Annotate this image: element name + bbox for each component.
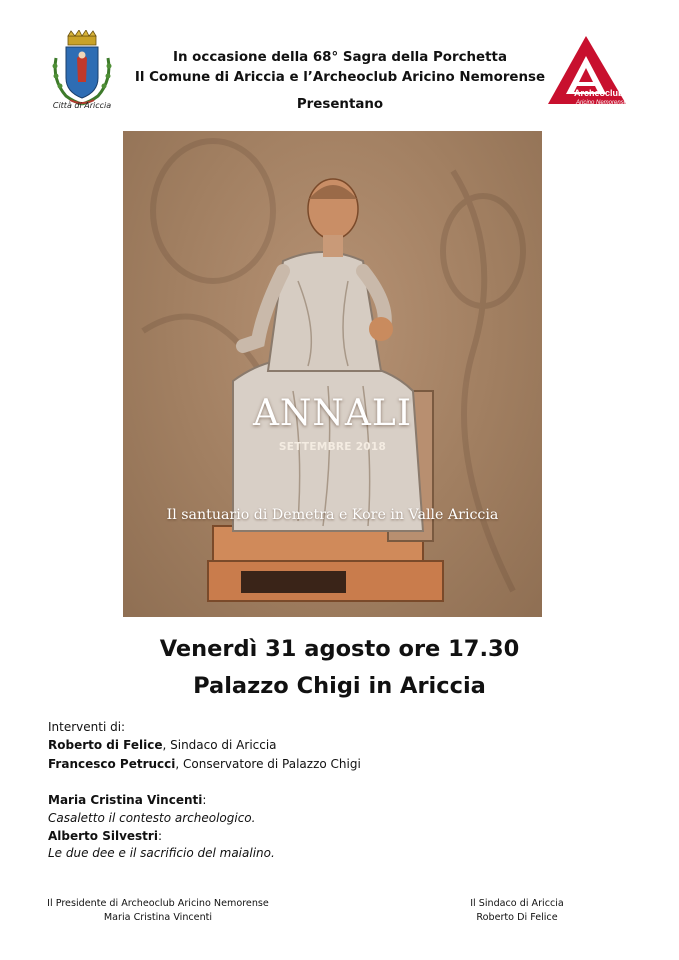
program-intro: Interventi di: bbox=[48, 720, 126, 734]
talk-title-text: Casaletto il contesto archeologico. bbox=[48, 811, 256, 825]
svg-text:Aricino Nemorense: Aricino Nemorense bbox=[576, 100, 628, 106]
svg-text:Archeoclub: Archeoclub bbox=[574, 88, 624, 98]
talk-speaker-colon: : bbox=[157, 829, 162, 843]
cover-subtitle: Il santuario di Demetra e Kore in Valle Ariccia bbox=[166, 507, 499, 523]
book-cover-image bbox=[123, 131, 542, 617]
cover-title: ANNALI bbox=[252, 393, 413, 434]
signature-right-title: Il Sindaco di Ariccia bbox=[470, 898, 564, 909]
speaker-role: , Conservatore di Palazzo Chigi bbox=[175, 757, 361, 771]
talk-speaker bbox=[48, 829, 162, 843]
header-occasion: In occasione della 68° Sagra della Porchetta bbox=[173, 50, 507, 65]
speaker-name: Roberto di Felice bbox=[48, 738, 163, 752]
talk-speaker-name: Alberto Silvestri bbox=[48, 829, 158, 843]
coat-of-arms-icon bbox=[46, 30, 118, 112]
header-organizers: Il Comune di Ariccia e l’Archeoclub Aricino Nemorense bbox=[134, 70, 546, 85]
talk-title bbox=[48, 811, 255, 825]
signature-right-name: Roberto Di Felice bbox=[476, 912, 558, 923]
coat-of-arms-caption: Città di Ariccia bbox=[52, 101, 112, 110]
talk-speaker-name: Maria Cristina Vincenti bbox=[48, 793, 203, 807]
cover-date: SETTEMBRE 2018 bbox=[278, 441, 387, 453]
speaker-name: Francesco Petrucci bbox=[48, 757, 176, 771]
speaker-line bbox=[48, 757, 361, 771]
talk-title-text: Le due dee e il sacrificio del maialino. bbox=[48, 846, 275, 860]
speaker-line bbox=[48, 738, 277, 752]
speaker-role: , Sindaco di Ariccia bbox=[162, 738, 277, 752]
signature-left-name: Maria Cristina Vincenti bbox=[103, 912, 213, 923]
seated-goddess-statue-icon bbox=[123, 131, 542, 617]
talk-speaker-colon: : bbox=[202, 793, 207, 807]
archeoclub-logo-icon bbox=[546, 34, 628, 110]
talk-title bbox=[48, 846, 275, 860]
event-date-time: Venerdì 31 agosto ore 17.30 bbox=[159, 636, 520, 662]
talk-speaker bbox=[48, 793, 206, 807]
signature-left-title: Il Presidente di Archeoclub Aricino Nemorense bbox=[47, 898, 269, 909]
header-presentano: Presentano bbox=[296, 97, 384, 112]
event-place: Palazzo Chigi in Ariccia bbox=[193, 673, 486, 699]
